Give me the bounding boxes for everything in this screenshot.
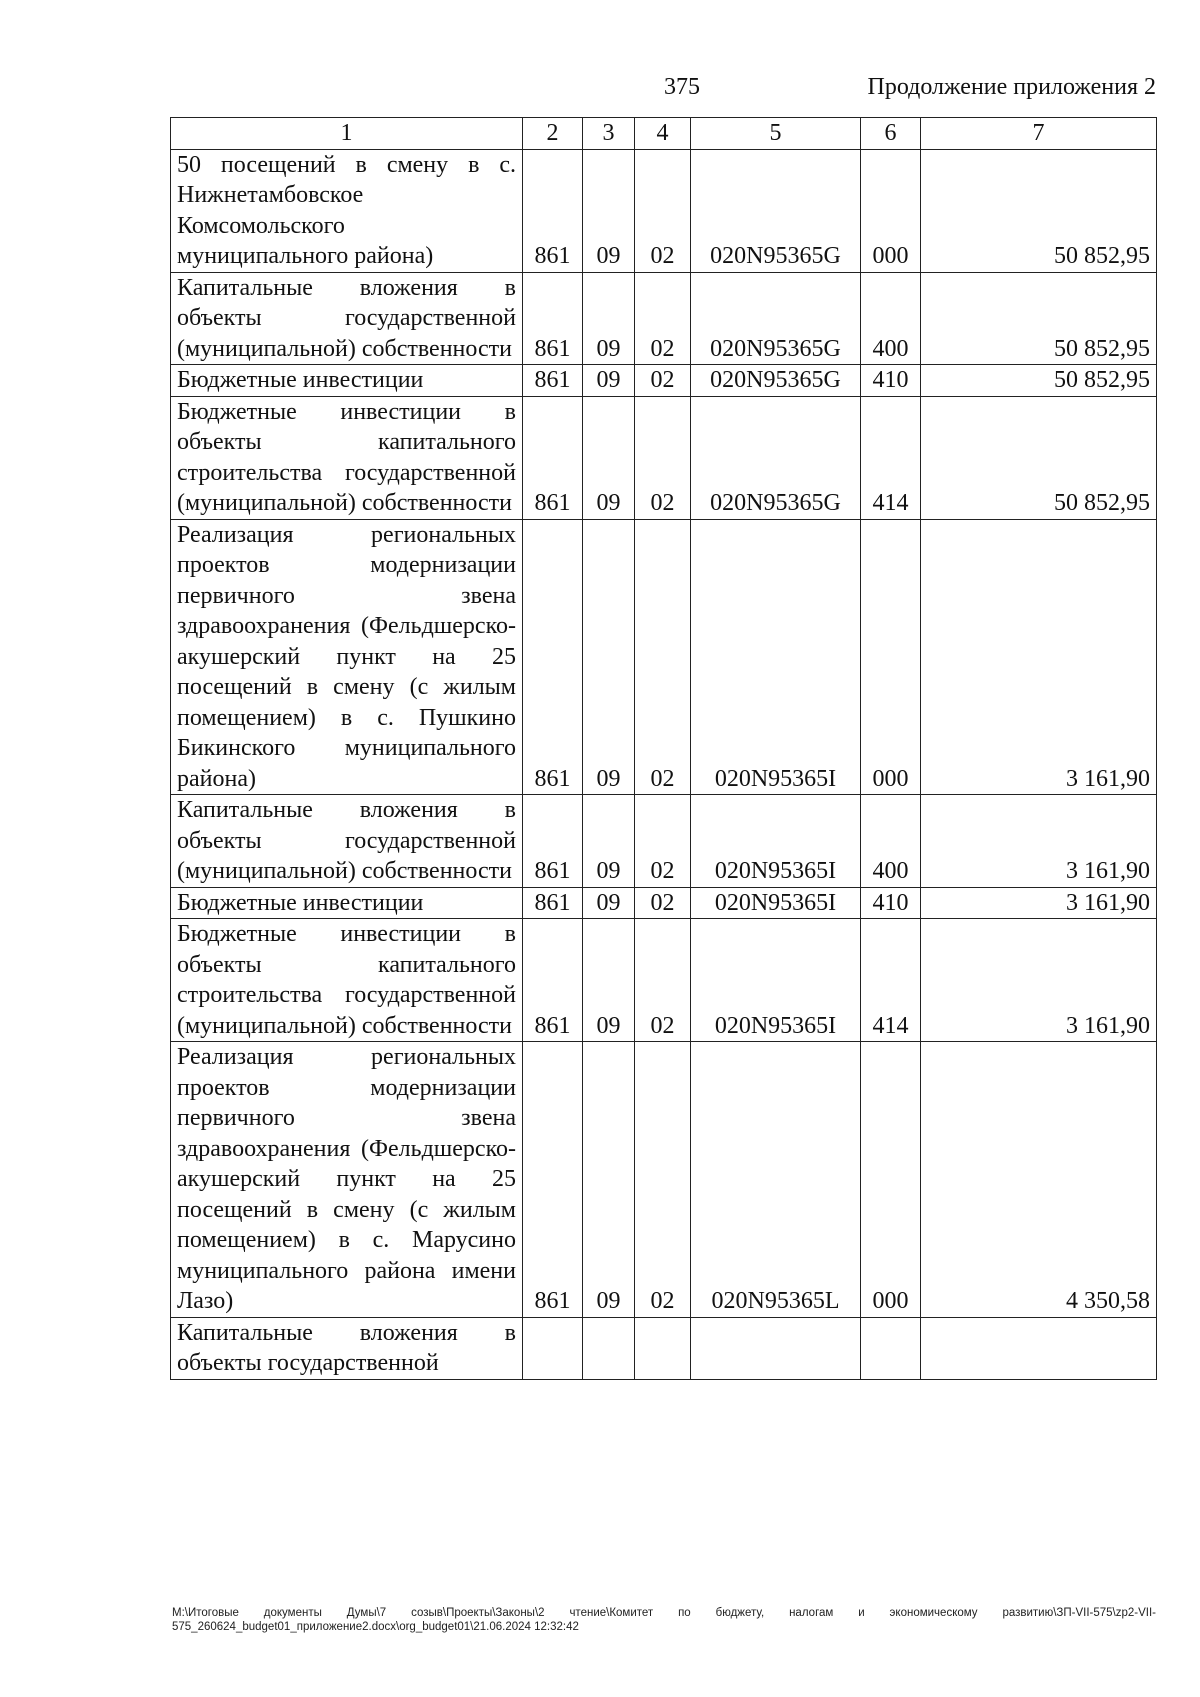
row-name: Капитальные вложения в объекты государственной: [171, 1317, 523, 1379]
cell-amount: 50 852,95: [921, 396, 1157, 519]
column-header: 7: [921, 118, 1157, 150]
table-row: [171, 365, 1157, 397]
cell-code: 861: [523, 795, 583, 888]
continuation-label: Продолжение приложения 2: [867, 74, 1156, 100]
cell-section: 09: [583, 1042, 635, 1318]
cell-target: 020N95365G: [691, 272, 861, 365]
cell-subsection: 02: [635, 919, 691, 1042]
table-row: [171, 887, 1157, 919]
file-path-footer: M:\Итоговые документы Думы\7 созыв\Проекты\Законы\2 чтение\Комитет по бюджету, налогам и экономическому развитию\ЗП-VII-575\zp2-VII-575_260624_budget01_приложение2.docx\org_budget01\21.06.2024 12:32:42: [172, 1607, 1156, 1633]
table-row: [171, 1042, 1157, 1318]
cell-code: 861: [523, 149, 583, 272]
row-name: Капитальные вложения в объекты государственной (муниципальной) собственности: [171, 795, 523, 888]
cell-type: 410: [861, 365, 921, 397]
cell-section: [583, 1317, 635, 1379]
cell-target: 020N95365G: [691, 365, 861, 397]
cell-target: 020N95365I: [691, 919, 861, 1042]
cell-section: 09: [583, 887, 635, 919]
cell-amount: 3 161,90: [921, 887, 1157, 919]
cell-section: 09: [583, 795, 635, 888]
column-header: 1: [171, 118, 523, 150]
cell-amount: 3 161,90: [921, 519, 1157, 795]
cell-section: 09: [583, 919, 635, 1042]
cell-amount: 50 852,95: [921, 149, 1157, 272]
table-row: [171, 795, 1157, 888]
table-row: [171, 272, 1157, 365]
table-row: [171, 919, 1157, 1042]
page-number: 375: [664, 74, 700, 100]
cell-code: 861: [523, 1042, 583, 1318]
cell-subsection: 02: [635, 272, 691, 365]
table-row: [171, 396, 1157, 519]
cell-target: 020N95365I: [691, 519, 861, 795]
cell-amount: 4 350,58: [921, 1042, 1157, 1318]
cell-subsection: 02: [635, 365, 691, 397]
row-name: Реализация региональных проектов модернизации первичного звена здравоохранения (Фельдшерско-акушерский пункт на 25 посещений в смену (с жилым помещением) в с. Пушкино Бикинского муниципального района): [171, 519, 523, 795]
cell-type: [861, 1317, 921, 1379]
row-name: 50 посещений в смену в с. Нижнетамбовское Комсомольского муниципального района): [171, 149, 523, 272]
column-header: 5: [691, 118, 861, 150]
column-header: 6: [861, 118, 921, 150]
cell-type: 000: [861, 149, 921, 272]
column-header: 2: [523, 118, 583, 150]
cell-subsection: 02: [635, 396, 691, 519]
cell-code: [523, 1317, 583, 1379]
cell-type: 400: [861, 272, 921, 365]
cell-target: 020N95365L: [691, 1042, 861, 1318]
row-name: Бюджетные инвестиции: [171, 887, 523, 919]
row-name: Бюджетные инвестиции: [171, 365, 523, 397]
row-name: Бюджетные инвестиции в объекты капитального строительства государственной (муниципальной) собственности: [171, 919, 523, 1042]
table-row: [171, 519, 1157, 795]
cell-type: 000: [861, 1042, 921, 1318]
cell-subsection: 02: [635, 795, 691, 888]
column-header: 4: [635, 118, 691, 150]
table-header-row: [171, 118, 1157, 150]
table-row: [171, 149, 1157, 272]
cell-code: 861: [523, 919, 583, 1042]
cell-target: 020N95365I: [691, 887, 861, 919]
cell-amount: [921, 1317, 1157, 1379]
cell-code: 861: [523, 887, 583, 919]
cell-type: 414: [861, 919, 921, 1042]
cell-subsection: 02: [635, 519, 691, 795]
cell-subsection: 02: [635, 149, 691, 272]
cell-code: 861: [523, 365, 583, 397]
cell-section: 09: [583, 396, 635, 519]
cell-section: 09: [583, 272, 635, 365]
cell-type: 400: [861, 795, 921, 888]
cell-subsection: 02: [635, 887, 691, 919]
table-row: [171, 1317, 1157, 1379]
cell-target: 020N95365G: [691, 396, 861, 519]
cell-amount: 3 161,90: [921, 795, 1157, 888]
cell-code: 861: [523, 272, 583, 365]
cell-amount: 50 852,95: [921, 272, 1157, 365]
cell-target: [691, 1317, 861, 1379]
cell-type: 410: [861, 887, 921, 919]
cell-type: 414: [861, 396, 921, 519]
row-name: Реализация региональных проектов модернизации первичного звена здравоохранения (Фельдшерско-акушерский пункт на 25 посещений в смену (с жилым помещением) в с. Марусино муниципального района имени Лазо): [171, 1042, 523, 1318]
budget-table: [170, 117, 1157, 1380]
row-name: Капитальные вложения в объекты государственной (муниципальной) собственности: [171, 272, 523, 365]
cell-target: 020N95365G: [691, 149, 861, 272]
cell-type: 000: [861, 519, 921, 795]
row-name: Бюджетные инвестиции в объекты капитального строительства государственной (муниципальной) собственности: [171, 396, 523, 519]
cell-code: 861: [523, 519, 583, 795]
cell-section: 09: [583, 149, 635, 272]
cell-amount: 50 852,95: [921, 365, 1157, 397]
cell-section: 09: [583, 365, 635, 397]
cell-section: 09: [583, 519, 635, 795]
cell-target: 020N95365I: [691, 795, 861, 888]
column-header: 3: [583, 118, 635, 150]
cell-amount: 3 161,90: [921, 919, 1157, 1042]
cell-code: 861: [523, 396, 583, 519]
cell-subsection: 02: [635, 1042, 691, 1318]
cell-subsection: [635, 1317, 691, 1379]
